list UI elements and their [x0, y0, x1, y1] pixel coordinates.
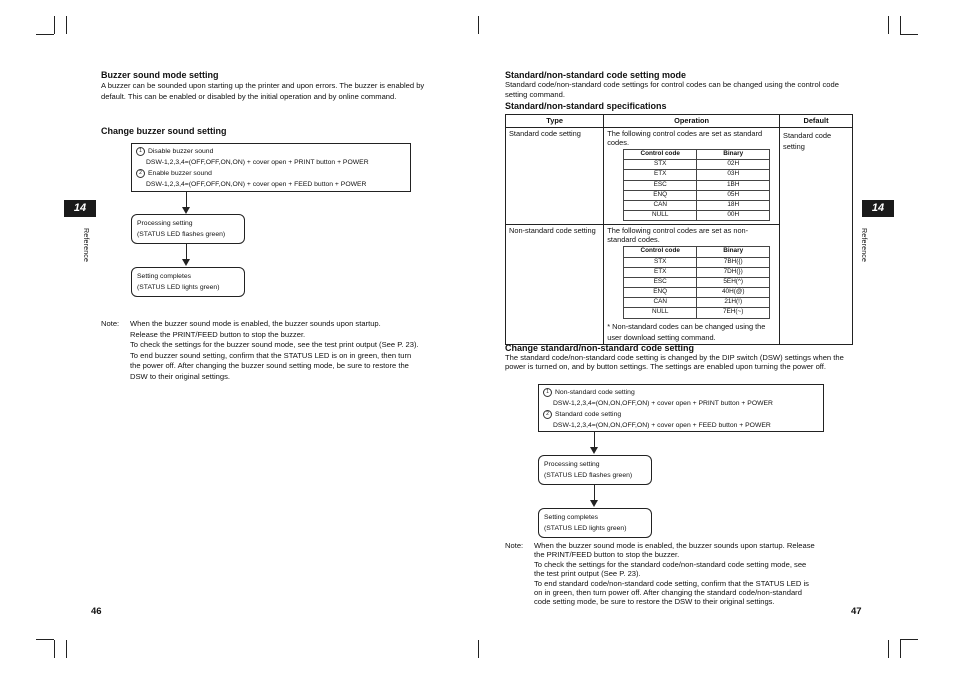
- dsw-instruction-box: [538, 384, 824, 432]
- dsw-instruction-box: [131, 143, 411, 192]
- table-header: Default: [780, 115, 853, 128]
- note-text: When the buzzer sound mode is enabled, the buzzer sounds upon startup. Release the PRINT/FEED button to stop the buzzer. To check the settings for the standard code/non-standard code setting mode, see the test print output (See P. 23). To end standard code/non-standard code setting, confirm that the STATUS LED is on in green, then turn power off. After changing the standard code/non-standard code setting mode, be sure to restore the DSW to their original settings.: [534, 541, 815, 607]
- flow-line: [594, 432, 595, 448]
- flow-arrow: [182, 207, 190, 214]
- complete-box: Setting completes (STATUS LED lights green): [538, 508, 652, 538]
- note-label: Note:: [101, 319, 120, 328]
- default-cell: Standard code setting: [780, 128, 853, 345]
- buzzer-heading: Buzzer sound mode setting: [101, 70, 219, 80]
- dsw-line: DSW-1,2,3,4=(OFF,OFF,ON,ON) + cover open + FEED button + POWER: [146, 181, 367, 188]
- page-number: 47: [851, 606, 862, 617]
- side-label: Reference: [860, 228, 867, 263]
- complete-box: Setting completes (STATUS LED lights green): [131, 267, 245, 297]
- dsw-line: DSW-1,2,3,4=(ON,ON,OFF,ON) + cover open + FEED button + POWER: [553, 422, 771, 429]
- note-label: Note:: [505, 541, 524, 550]
- dsw-line: DSW-1,2,3,4=(ON,ON,OFF,ON) + cover open + PRINT button + POWER: [553, 400, 773, 407]
- buzzer-text: A buzzer can be sounded upon starting up the printer and upon errors. The buzzer is enabled by default. This can be enabled or disabled by the initial operation and by online command.: [101, 81, 425, 101]
- std-text: Standard code/non-standard code settings for control codes can be changed using the control code setting command.: [505, 80, 839, 99]
- table-header: Type: [506, 115, 604, 128]
- std-heading: Standard/non-standard code setting mode: [505, 70, 687, 80]
- note-text: When the buzzer sound mode is enabled, the buzzer sounds upon startup. Release the PRINT/FEED button to stop the buzzer. To check the settings for the buzzer sound mode, see the test print output (See P. 23). To end buzzer sound setting, confirm that the STATUS LED is on in green, then turn the power off. After changing the buzzer sound setting mode, be sure to restore the DSW to their original settings.: [130, 319, 419, 381]
- circled-number: 2: [136, 169, 145, 178]
- dsw-line: 1 Non-standard code setting: [543, 387, 819, 398]
- dsw-line: DSW-1,2,3,4=(OFF,OFF,ON,ON) + cover open + PRINT button + POWER: [146, 159, 369, 166]
- flow-line: [186, 192, 187, 208]
- chapter-tab: 14: [862, 200, 894, 217]
- flow-line: [186, 244, 187, 260]
- change-code-heading: Change standard/non-standard code setting: [505, 343, 695, 353]
- chapter-tab: 14: [64, 200, 96, 217]
- change-code-text: The standard code/non-standard code setting is changed by the DIP switch (DSW) settings when the power is turned on, and by button settings. The settings are enabled upon turning the power off.: [505, 353, 844, 372]
- processing-box: Processing setting (STATUS LED flashes green): [538, 455, 652, 485]
- dsw-line: 1 Disable buzzer sound: [136, 146, 406, 157]
- type-cell: Standard code setting: [506, 128, 604, 225]
- table-header: Operation: [604, 115, 780, 128]
- spec-heading: Standard/non-standard specifications: [505, 101, 667, 111]
- processing-box: Processing setting (STATUS LED flashes green): [131, 214, 245, 244]
- table-row: [506, 128, 853, 225]
- flow-arrow: [182, 259, 190, 266]
- circled-number: 1: [136, 147, 145, 156]
- spec-table: [505, 114, 853, 345]
- operation-cell: The following control codes are set as standard codes. Control code Binary STX 02H ETX 03H ESC 1BH ENQ 05H CAN 18H NULL 00H: [604, 128, 780, 225]
- inner-code-table: Control code Binary STX 7BH({) ETX 7DH(}) ESC 5EH(^) ENQ 40H(@) CAN 21H(!) NULL 7EH(~): [623, 246, 770, 318]
- footnote: * Non-standard codes can be changed using the user download setting command.: [607, 321, 766, 342]
- circled-number: 1: [543, 388, 552, 397]
- circled-number: 2: [543, 410, 552, 419]
- flow-arrow: [590, 447, 598, 454]
- dsw-line: 2 Enable buzzer sound: [136, 168, 406, 179]
- flow-line: [594, 485, 595, 501]
- page-number: 46: [91, 606, 102, 617]
- type-cell: Non-standard code setting: [506, 225, 604, 344]
- side-label: Reference: [82, 228, 89, 263]
- inner-code-table: Control code Binary STX 02H ETX 03H ESC 1BH ENQ 05H CAN 18H NULL 00H: [623, 149, 770, 221]
- flow-arrow: [590, 500, 598, 507]
- change-buzzer-heading: Change buzzer sound setting: [101, 126, 227, 136]
- dsw-line: 2 Standard code setting: [543, 409, 819, 420]
- operation-cell: The following control codes are set as non-standard codes. Control code Binary STX 7BH({) ETX 7DH(}) ESC 5EH(^) ENQ 40H(@) CAN 21H(!) NULL 7EH(~) * Non-standard codes can be changed using the user download setting command.: [604, 225, 780, 344]
